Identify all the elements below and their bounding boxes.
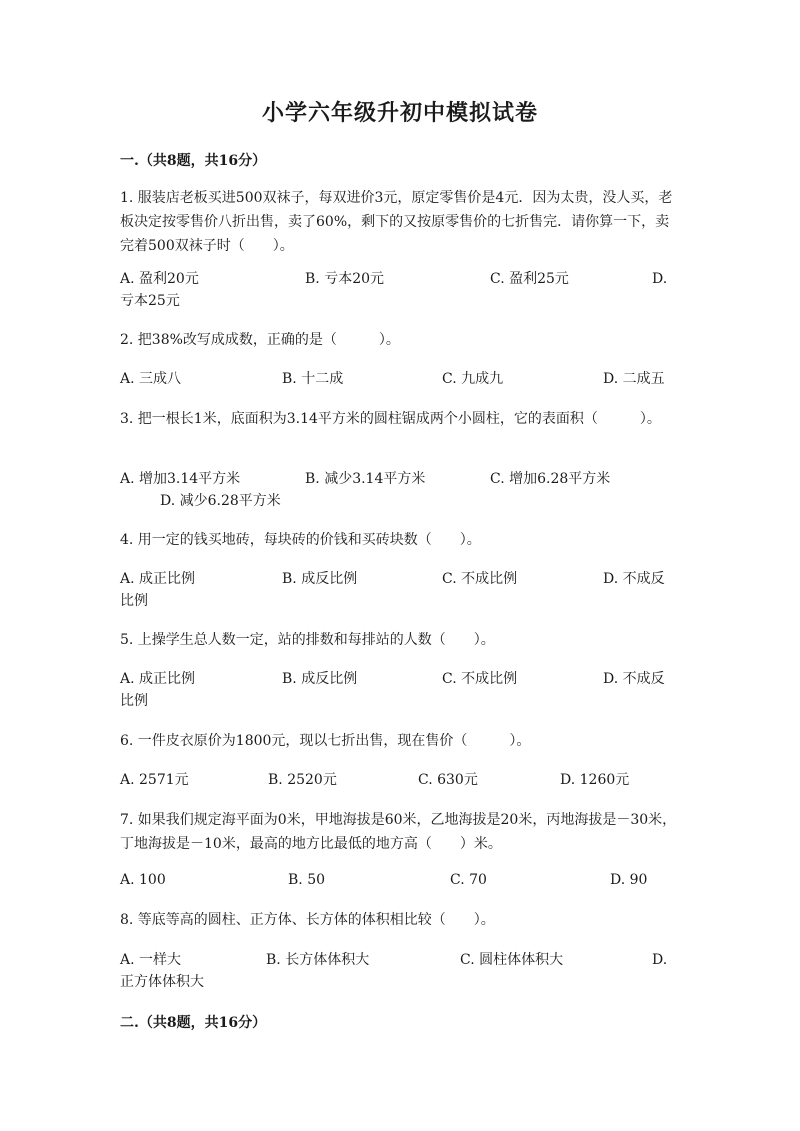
- question-6-text: 6. 一件皮衣原价为1800元，现以七折出售，现在售价（ ）。: [120, 733, 531, 749]
- question-1-text: 1. 服装店老板买进500双袜子，每双进价3元，原定零售价是4元．因为太贵，没人买，老板决定按零售价八折出售，卖了60%，剩下的又按原零售价的七折售完．请你算一下，卖完着500双袜子时（ ）。: [120, 190, 673, 254]
- question-7-option-a: A. 100: [120, 872, 166, 888]
- question-4-option-c: C. 不成比例: [442, 571, 518, 587]
- question-2-option-c: C. 九成九: [442, 371, 504, 387]
- question-4-option-d: D. 不成反: [603, 571, 665, 587]
- question-1-option-d-text: 亏本25元: [120, 293, 180, 309]
- question-7-text: 7. 如果我们规定海平面为0米，甲地海拔是60米，乙地海拔是20米，丙地海拔是－30米，丁地海拔是－10米，最高的地方比最低的地方高（ ）米。: [120, 812, 677, 852]
- question-3-option-b: B. 减少3.14平方米: [305, 471, 426, 487]
- question-7-option-d: D. 90: [610, 872, 648, 888]
- question-6-option-d: D. 1260元: [560, 772, 630, 788]
- question-4-option-b: B. 成反比例: [282, 571, 358, 587]
- question-8-option-c: C. 圆柱体体积大: [460, 952, 564, 968]
- question-3-text: 3. 把一根长1米，底面积为3.14平方米的圆柱锯成两个小圆柱，它的表面积（ ）。: [120, 411, 661, 427]
- question-5-option-d-text: 比例: [120, 693, 148, 709]
- question-4-option-d-text: 比例: [120, 593, 148, 609]
- question-5-option-c: C. 不成比例: [442, 671, 518, 687]
- question-3-option-d: D. 减少6.28平方米: [160, 493, 281, 509]
- question-7-option-c: C. 70: [450, 872, 487, 888]
- question-2-option-a: A. 三成八: [120, 371, 182, 387]
- question-2-option-d: D. 二成五: [603, 371, 665, 387]
- question-1-option-c: C. 盈利25元: [490, 271, 569, 287]
- question-8-option-d: D.: [652, 952, 668, 968]
- question-4-option-a: A. 成正比例: [120, 571, 196, 587]
- question-7-option-b: B. 50: [288, 872, 326, 888]
- page-title: 小学六年级升初中模拟试卷: [261, 100, 538, 126]
- question-8-option-b: B. 长方体体积大: [266, 952, 370, 968]
- question-4-text: 4. 用一定的钱买地砖，每块砖的价钱和买砖块数（ ）。: [120, 532, 481, 548]
- question-2-option-b: B. 十二成: [282, 371, 344, 387]
- question-2-text: 2. 把38%改写成成数，正确的是（ ）。: [120, 332, 400, 348]
- question-5-text: 5. 上操学生总人数一定，站的排数和每排站的人数（ ）。: [120, 632, 495, 648]
- section-2-heading: 二.（共8题，共16分）: [120, 1015, 267, 1031]
- section-1-heading: 一.（共8题，共16分）: [120, 153, 267, 169]
- question-6-option-c: C. 630元: [418, 772, 478, 788]
- question-5-option-d: D. 不成反: [603, 671, 665, 687]
- question-8-option-d-text: 正方体体积大: [120, 974, 204, 990]
- question-1-option-b: B. 亏本20元: [305, 271, 385, 287]
- question-6-option-b: B. 2520元: [268, 772, 337, 788]
- question-3-option-a: A. 增加3.14平方米: [120, 471, 241, 487]
- question-3-option-c: C. 增加6.28平方米: [490, 471, 611, 487]
- question-5-option-b: B. 成反比例: [282, 671, 358, 687]
- question-1-option-a: A. 盈利20元: [120, 271, 199, 287]
- question-6-option-a: A. 2571元: [120, 772, 189, 788]
- question-8-option-a: A. 一样大: [120, 952, 182, 968]
- question-8-text: 8. 等底等高的圆柱、正方体、长方体的体积相比较（ ）。: [120, 912, 495, 928]
- question-5-option-a: A. 成正比例: [120, 671, 196, 687]
- question-1-option-d: D.: [652, 271, 668, 287]
